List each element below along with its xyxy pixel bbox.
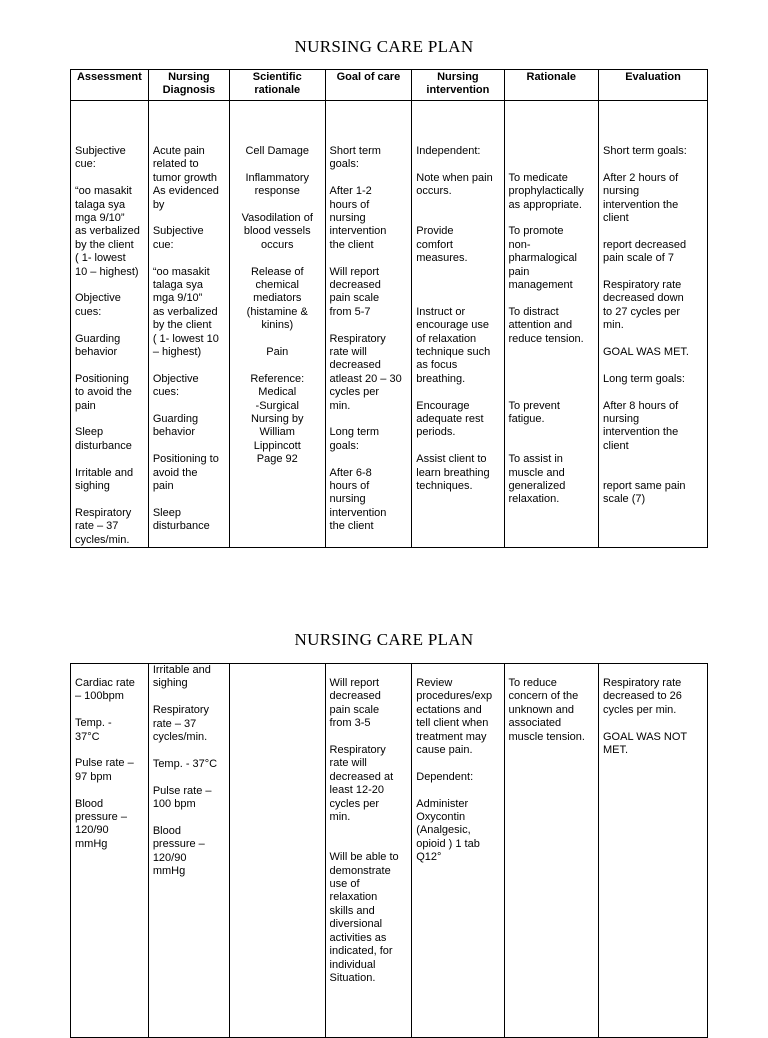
header-scientific-rationale: Scientific rationale [229, 70, 325, 101]
scientific-rationale-cell [229, 664, 325, 1038]
cell-paragraph: Reference: Medical -Surgical Nursing by William Lippincott Page 92 [250, 372, 305, 466]
cell-paragraph: Pulse rate – 97 bpm [75, 757, 134, 783]
cell-paragraph: Release of chemical mediators (histamine & kinins) [246, 265, 308, 332]
rationale-cell [504, 664, 598, 1038]
cell-paragraph: To distract attention and reduce tension. [508, 305, 584, 345]
page-title: NURSING CARE PLAN [294, 37, 474, 56]
cell-paragraph: After 8 hours of nursing intervention the client [603, 399, 679, 452]
cell-paragraph: Objective cues: [75, 292, 121, 318]
cell-paragraph: Respiratory rate – 37 cycles/min. [152, 704, 210, 744]
cell-paragraph: Acute pain related to tumor growth As evidenced by [152, 145, 219, 211]
cell-paragraph: Sleep disturbance [152, 506, 210, 533]
header-row [71, 70, 708, 101]
goal-cell [325, 664, 412, 1038]
cell-paragraph: Provide comfort measures. [416, 225, 468, 265]
cell-paragraph: Review procedures/exp ectations and tell client when treatment may cause pain. [416, 677, 493, 757]
cell-paragraph: Pain [266, 346, 289, 359]
rationale-cell [504, 101, 598, 548]
header-nursing-intervention: Nursing intervention [412, 70, 504, 101]
cell-paragraph: Will report decreased pain scale from 3-5 [329, 677, 381, 730]
cell-paragraph: Will report decreased pain scale from 5-7 [329, 265, 381, 318]
cell-paragraph: After 1-2 hours of nursing intervention the client [329, 185, 387, 251]
cell-paragraph: Short term goals: [329, 145, 381, 171]
cell-paragraph: Sleep disturbance [75, 426, 132, 452]
cell-paragraph: GOAL WAS NOT MET. [603, 730, 688, 757]
intervention-cell [412, 101, 504, 548]
table-row [71, 664, 708, 1038]
assessment-cell [71, 101, 149, 548]
cell-paragraph: Subjective cue: [152, 225, 204, 251]
evaluation-cell [599, 101, 708, 548]
cell-paragraph: Inflammatory response [245, 171, 310, 198]
cell-paragraph: To prevent fatigue. [508, 399, 560, 426]
diagnosis-cell [148, 664, 229, 1038]
assessment-cell [71, 664, 149, 1038]
care-plan-table [70, 69, 708, 548]
cell-paragraph: report same pain scale (7) [603, 480, 686, 506]
header-goal-of-care: Goal of care [325, 70, 412, 101]
cell-paragraph: Respiratory rate – 37 cycles/min. [75, 506, 132, 546]
cell-paragraph: Assist client to learn breathing techniques. [416, 453, 490, 493]
table-row [71, 101, 708, 548]
cell-paragraph: Respiratory rate will decreased atleast 20 – 30 cycles per min. [329, 332, 402, 412]
cell-paragraph [509, 145, 594, 158]
cell-paragraph: Respiratory rate decreased down to 27 cycles per min. [603, 279, 684, 332]
cell-paragraph: report decreased pain scale of 7 [603, 238, 687, 265]
cell-paragraph: To assist in muscle and generalized relaxation. [508, 453, 566, 506]
cell-paragraph: GOAL WAS MET. [603, 346, 689, 359]
cell-paragraph: Irritable and sighing [75, 466, 134, 493]
diagnosis-cell [148, 101, 229, 548]
evaluation-cell [599, 664, 708, 1038]
cell-paragraph: Guarding behavior [75, 332, 121, 359]
cell-paragraph: After 2 hours of nursing intervention the client [603, 171, 679, 225]
cell-paragraph: “oo masakit talaga sya mga 9/10” as verbalized by the client ( 1- lowest 10 – highest) [152, 265, 219, 359]
page-title: NURSING CARE PLAN [294, 630, 474, 649]
cell-paragraph: Long term goals: [329, 426, 380, 452]
header-rationale: Rationale [504, 70, 598, 101]
cell-paragraph: Independent: [416, 145, 481, 157]
cell-paragraph: Cardiac rate – 100bpm [75, 677, 135, 703]
cell-paragraph: Dependent: [416, 770, 474, 783]
cell-paragraph: Pulse rate – 100 bpm [152, 784, 212, 811]
cell-paragraph: To promote non- pharmalogical pain management [508, 225, 577, 292]
cell-paragraph: Short term goals: [603, 145, 687, 157]
cell-paragraph: Long term goals: [603, 372, 685, 385]
care-plan-table-continued [70, 663, 708, 1038]
scientific-rationale-cell [229, 101, 325, 548]
cell-paragraph: Guarding behavior [152, 413, 199, 439]
cell-paragraph: Vasodilation of blood vessels occurs [241, 212, 313, 251]
cell-paragraph: Objective cues: [152, 372, 199, 399]
cell-paragraph: “oo masakit talaga sya mga 9/10” as verbalized by the client ( 1- lowest 10 – highest) [75, 185, 140, 278]
cell-paragraph: Blood pressure – 120/90 mmHg [75, 797, 127, 850]
cell-paragraph: Positioning to avoid the pain [152, 453, 219, 493]
cell-paragraph: Encourage adequate rest periods. [416, 399, 484, 439]
cell-paragraph: Note when pain occurs. [416, 171, 493, 198]
cell-paragraph: Respiratory rate decreased to 26 cycles per min. [603, 677, 682, 716]
cell-paragraph: To reduce concern of the unknown and associated muscle tension. [508, 677, 585, 743]
header-assessment: Assessment [71, 70, 149, 101]
header-nursing-diagnosis: Nursing Diagnosis [148, 70, 229, 101]
cell-paragraph: Will be able to demonstrate use of relaxation skills and diversional activities as indicated, for individual Situation. [329, 851, 399, 984]
cell-paragraph: After 6-8 hours of nursing intervention the client [329, 466, 387, 533]
cell-paragraph: Irritable and sighing [152, 664, 211, 690]
goal-cell [325, 101, 412, 548]
cell-paragraph: Temp. - 37°C [75, 717, 112, 743]
cell-paragraph: Blood pressure – 120/90 mmHg [152, 824, 205, 878]
cell-paragraph: Instruct or encourage use of relaxation technique such as focus breathing. [416, 305, 491, 385]
cell-paragraph: Positioning to avoid the pain [75, 372, 132, 412]
cell-paragraph: Cell Damage [245, 145, 310, 157]
cell-paragraph: Temp. - 37°C [152, 757, 218, 770]
intervention-cell [412, 664, 504, 1038]
cell-paragraph: To medicate prophylactically as appropriate. [508, 171, 584, 211]
header-evaluation: Evaluation [599, 70, 708, 101]
cell-paragraph: Respiratory rate will decreased at least 12-20 cycles per min. [329, 744, 394, 824]
cell-paragraph: Subjective cue: [75, 145, 126, 171]
cell-paragraph: Administer Oxycontin (Analgesic, opioid ) 1 tab Q12° [416, 797, 480, 864]
